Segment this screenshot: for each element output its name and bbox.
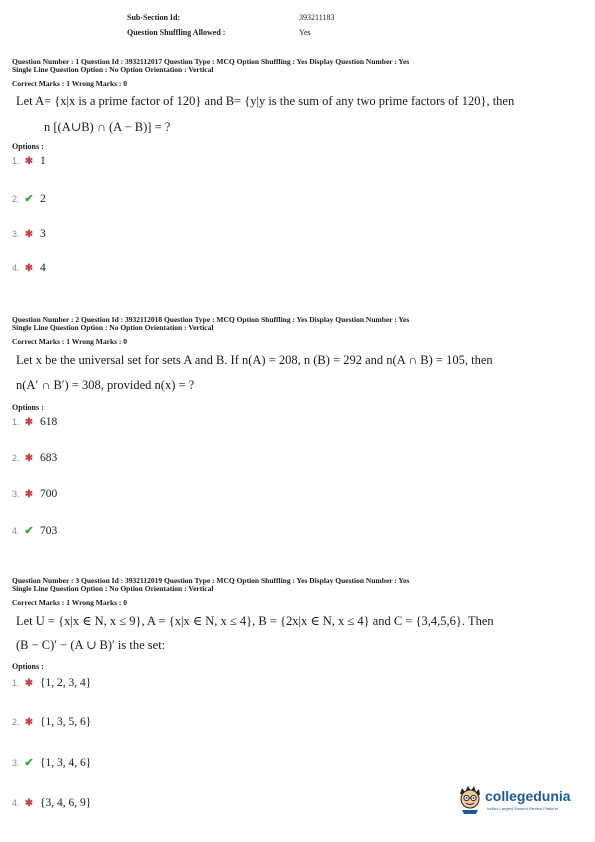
correct-check-icon: ✔: [24, 757, 34, 769]
question-marks: Correct Marks : 1 Wrong Marks : 0: [12, 79, 128, 88]
option-1[interactable]: [12, 155, 46, 167]
option-number: 2.: [12, 717, 20, 727]
options-label: Options :: [12, 662, 44, 671]
mascot-icon: [456, 784, 484, 814]
collegedunia-logo[interactable]: [456, 782, 581, 818]
option-value: {1, 3, 4, 6}: [40, 756, 92, 769]
option-4[interactable]: [12, 524, 57, 537]
option-value: 618: [40, 416, 58, 428]
option-value: {1, 2, 3, 4}: [40, 677, 92, 689]
option-number: 3.: [12, 489, 20, 499]
option-2[interactable]: [12, 716, 91, 728]
option-number: 1.: [12, 678, 20, 688]
question-text-line2: (B − C)′ − (A ∪ B)′ is the set:: [16, 638, 166, 652]
wrong-mark-icon: ✱: [24, 797, 34, 809]
wrong-mark-icon: ✱: [24, 452, 34, 464]
option-3[interactable]: [12, 756, 91, 769]
option-number: 1.: [12, 417, 20, 427]
option-number: 4.: [12, 525, 20, 536]
option-number: 3.: [12, 757, 20, 768]
question-meta-line1: Question Number : 3 Question Id : 3932112019 Question Type : MCQ Option Shuffling : Yes Display Question Number : Yes: [12, 576, 410, 585]
question-meta-line1: Question Number : 1 Question Id : 3932112017 Question Type : MCQ Option Shuffling : Yes Display Question Number : Yes: [12, 57, 410, 66]
wrong-mark-icon: ✱: [24, 716, 34, 728]
question-marks: Correct Marks : 1 Wrong Marks : 0: [12, 337, 128, 346]
subsection-label: Sub-Section Id:: [127, 13, 181, 22]
wrong-mark-icon: ✱: [24, 677, 34, 689]
question-meta-line2: Single Line Question Option : No Option Orientation : Vertical: [12, 65, 214, 74]
question-text-line1: Let U = {x|x ∈ N, x ≤ 9}, A = {x|x ∈ N, x ≤ 4}, B = {2x|x ∈ N, x ≤ 4} and C = {3,4,5,6}. Then: [16, 614, 494, 628]
option-1[interactable]: [12, 416, 57, 428]
option-number: 2.: [12, 193, 20, 204]
wrong-mark-icon: ✱: [24, 155, 34, 167]
option-1[interactable]: [12, 677, 91, 689]
option-value: 4: [40, 262, 46, 274]
question-text-line2: n(A′ ∩ B′) = 308, provided n(x) = ?: [16, 378, 195, 392]
option-4[interactable]: [12, 262, 46, 274]
subsection-value: 393211183: [299, 13, 335, 22]
wrong-mark-icon: ✱: [24, 488, 34, 500]
logo-tagline: India's Largest Student Review Platform: [487, 806, 559, 811]
option-value: 700: [40, 488, 58, 500]
question-text-line2: n [(A∪B) ∩ (A − B)] = ?: [44, 120, 171, 134]
question-text-line1: Let A= {x|x is a prime factor of 120} and B= {y|y is the sum of any two prime factors of 120}, then: [16, 94, 515, 108]
option-number: 2.: [12, 453, 20, 463]
shuffling-value: Yes: [299, 28, 311, 37]
correct-check-icon: ✔: [24, 525, 34, 537]
option-value: 683: [40, 452, 58, 464]
logo-text: collegedunia: [485, 788, 571, 804]
option-number: 4.: [12, 798, 20, 808]
option-value: 1: [40, 155, 46, 167]
question-marks: Correct Marks : 1 Wrong Marks : 0: [12, 598, 128, 607]
option-value: {1, 3, 5, 6}: [40, 716, 92, 728]
question-text-line1: Let x be the universal set for sets A and B. If n(A) = 208, n (B) = 292 and n(A ∩ B) = 105, then: [16, 353, 493, 367]
options-label: Options :: [12, 142, 44, 151]
option-3[interactable]: [12, 488, 57, 500]
option-4[interactable]: [12, 797, 91, 809]
option-number: 4.: [12, 263, 20, 273]
option-2[interactable]: [12, 452, 57, 464]
option-value: {3, 4, 6, 9}: [40, 797, 92, 809]
question-meta-line2: Single Line Question Option : No Option Orientation : Vertical: [12, 323, 214, 332]
option-value: 3: [40, 228, 46, 240]
wrong-mark-icon: ✱: [24, 416, 34, 428]
wrong-mark-icon: ✱: [24, 228, 34, 240]
options-label: Options :: [12, 403, 44, 412]
option-number: 1.: [12, 156, 20, 166]
option-3[interactable]: [12, 228, 46, 240]
shuffling-label: Question Shuffling Allowed :: [127, 28, 226, 37]
option-number: 3.: [12, 229, 20, 239]
option-2[interactable]: [12, 192, 46, 205]
wrong-mark-icon: ✱: [24, 262, 34, 274]
option-value: 2: [40, 192, 46, 205]
correct-check-icon: ✔: [24, 193, 34, 205]
question-meta-line2: Single Line Question Option : No Option Orientation : Vertical: [12, 584, 214, 593]
question-meta-line1: Question Number : 2 Question Id : 3932112018 Question Type : MCQ Option Shuffling : Yes Display Question Number : Yes: [12, 315, 410, 324]
option-value: 703: [40, 524, 58, 537]
